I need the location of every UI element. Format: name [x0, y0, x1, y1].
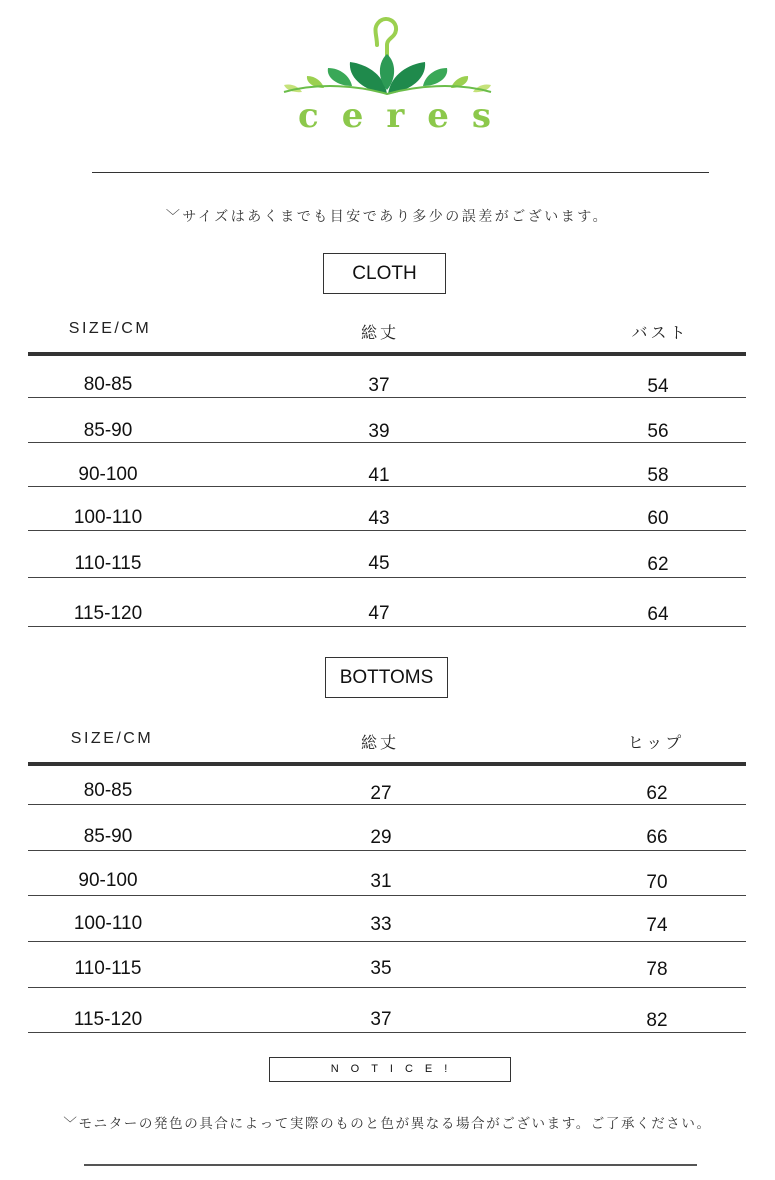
- bottoms-cell-size: 80-85: [83, 780, 133, 801]
- row-divider: [28, 530, 746, 531]
- bottoms-cell-hip: 82: [646, 1010, 668, 1031]
- row-divider: [28, 895, 746, 896]
- cloth-cell-length: 37: [368, 375, 390, 396]
- row-divider: [28, 486, 746, 487]
- bottoms-cell-length: 37: [370, 1009, 392, 1030]
- cloth-header-bust: バスト: [631, 323, 689, 342]
- row-divider: [28, 850, 746, 851]
- bottoms-header-divider: [28, 762, 746, 766]
- bottoms-cell-hip: 70: [646, 872, 668, 893]
- bottoms-cell-size: 115-120: [73, 1009, 143, 1030]
- row-divider: [28, 626, 746, 627]
- bottoms-cell-length: 27: [370, 783, 392, 804]
- bottoms-cell-length: 35: [370, 958, 392, 979]
- row-divider: [28, 987, 746, 988]
- bottoms-cell-length: 29: [370, 827, 392, 848]
- bottoms-cell-size: 90-100: [78, 870, 138, 891]
- notice-label: NOTICE!: [269, 1057, 511, 1082]
- bottoms-cell-size: 100-110: [73, 913, 143, 934]
- cloth-cell-length: 43: [368, 508, 390, 529]
- bottoms-cell-hip: 74: [646, 915, 668, 936]
- bottoms-cell-hip: 62: [646, 783, 668, 804]
- cloth-cell-length: 41: [368, 465, 390, 486]
- cloth-cell-bust: 62: [647, 554, 669, 575]
- cloth-section-label: CLOTH: [323, 253, 446, 294]
- row-divider: [28, 804, 746, 805]
- bottoms-cell-hip: 78: [646, 959, 668, 980]
- cloth-header-size: SIZE/CM: [68, 320, 152, 337]
- cloth-cell-size: 110-115: [74, 553, 142, 574]
- cloth-cell-size: 90-100: [78, 464, 138, 485]
- brand-name: ceres: [298, 96, 515, 136]
- bottoms-cell-size: 85-90: [83, 826, 133, 847]
- top-divider: [92, 172, 709, 173]
- row-divider: [28, 397, 746, 398]
- bottoms-section-label: BOTTOMS: [325, 657, 448, 698]
- bottoms-cell-size: 110-115: [74, 958, 142, 979]
- brand-logo: [280, 12, 515, 136]
- row-divider: [28, 577, 746, 578]
- cloth-cell-bust: 58: [647, 465, 669, 486]
- cloth-cell-bust: 54: [647, 376, 669, 397]
- cloth-cell-size: 100-110: [73, 507, 143, 528]
- bottoms-header-size: SIZE/CM: [70, 730, 154, 747]
- bottoms-header-length: 総丈: [360, 733, 399, 752]
- bottoms-header-hip: ヒップ: [627, 733, 685, 752]
- hanger-with-leaves-icon: [280, 12, 495, 102]
- cloth-cell-bust: 64: [647, 604, 669, 625]
- cloth-cell-length: 47: [368, 603, 390, 624]
- bottoms-cell-length: 33: [370, 914, 392, 935]
- cloth-cell-size: 115-120: [73, 603, 143, 624]
- color-disclaimer: ﹀モニターの発色の具合によって実際のものと色が異なる場合がございます。ご了承ください。: [63, 1116, 712, 1132]
- cloth-cell-size: 85-90: [83, 420, 133, 441]
- size-disclaimer: ﹀サイズはあくまでも目安であり多少の誤差がございます。: [165, 209, 610, 225]
- cloth-header-divider: [28, 352, 746, 356]
- cloth-cell-size: 80-85: [83, 374, 133, 395]
- cloth-cell-bust: 56: [647, 421, 669, 442]
- row-divider: [28, 941, 746, 942]
- cloth-cell-length: 45: [368, 553, 390, 574]
- bottoms-cell-length: 31: [370, 871, 392, 892]
- bottom-divider: [84, 1164, 697, 1166]
- row-divider: [28, 442, 746, 443]
- cloth-header-length: 総丈: [360, 323, 399, 342]
- row-divider: [28, 1032, 746, 1033]
- cloth-cell-bust: 60: [647, 508, 669, 529]
- cloth-cell-length: 39: [368, 421, 390, 442]
- bottoms-cell-hip: 66: [646, 827, 668, 848]
